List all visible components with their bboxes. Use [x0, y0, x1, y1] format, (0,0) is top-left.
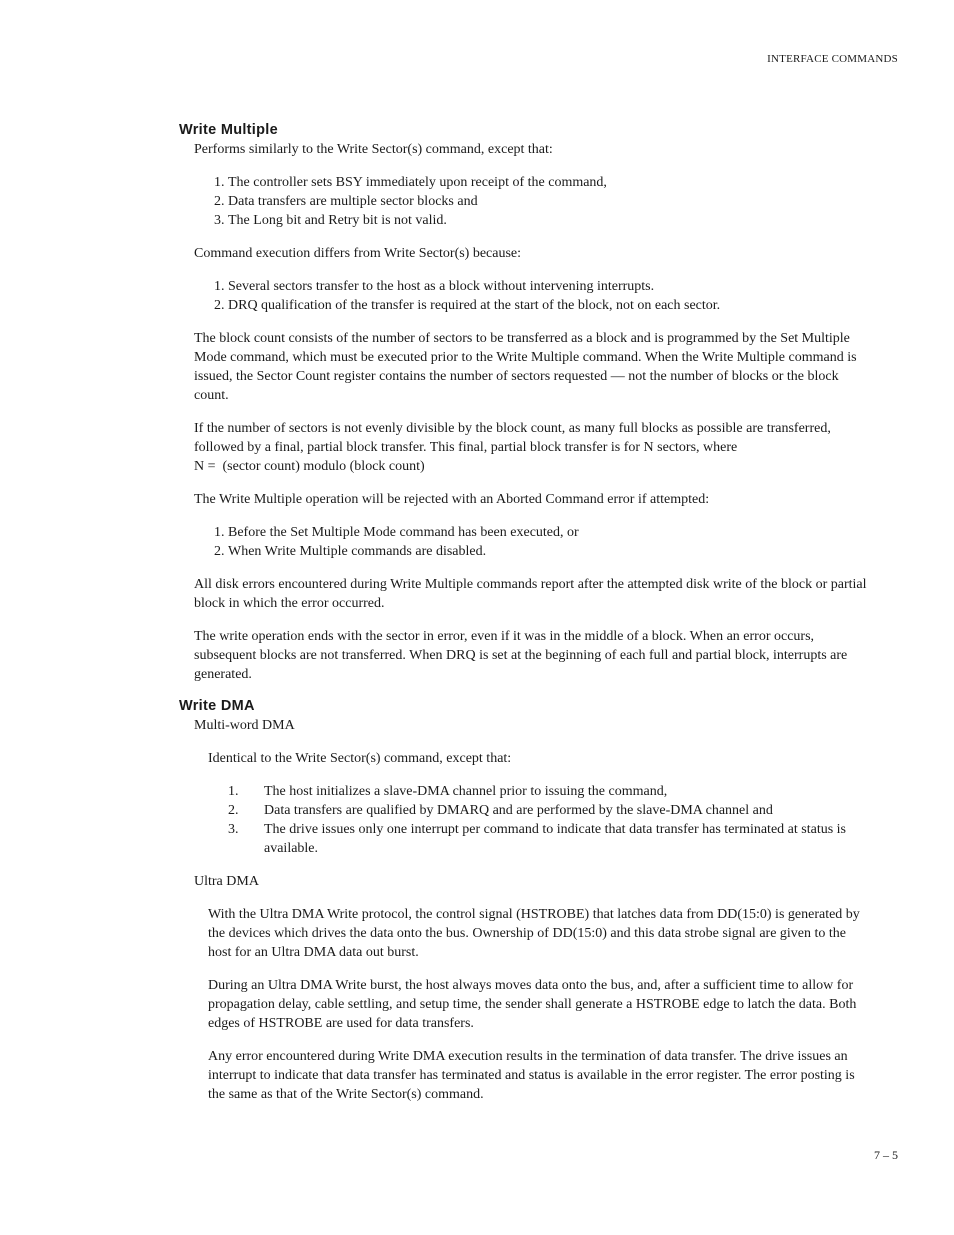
- list-text: The drive issues only one interrupt per command to indicate that data transfer has terminated at status is available.: [264, 822, 846, 856]
- list-item: 2. When Write Multiple commands are disabled.: [228, 542, 871, 561]
- paragraph: The write operation ends with the sector in error, even if it was in the middle of a block. When an error occurs, subsequent blocks are not transferred. When DRQ is set at the beginning of each full and partial block, interrupts are generated.: [194, 629, 848, 682]
- numbered-list: [194, 173, 871, 230]
- list-number: 2.: [228, 803, 239, 818]
- section-title-write-multiple: Write Multiple: [179, 122, 278, 138]
- paragraph: Identical to the Write Sector(s) command, except that:: [208, 751, 512, 766]
- paragraph: Command execution differs from Write Sector(s) because:: [194, 246, 522, 261]
- list-item: 2. Data transfers are multiple sector blocks and: [228, 192, 871, 211]
- numbered-list: [194, 277, 871, 315]
- list-number: 3.: [228, 822, 239, 837]
- running-header: INTERFACE COMMANDS: [767, 53, 898, 65]
- write-multiple-body: [194, 140, 871, 684]
- numbered-list: [228, 782, 871, 858]
- paragraph: With the Ultra DMA Write protocol, the control signal (HSTROBE) that latches data from DD(15:0) is generated by the devices which drives the data onto the bus. Ownership of DD(15:0) and this data strobe signal are given to the host for an Ultra DMA data out burst.: [208, 907, 860, 960]
- formula-text: N = (sector count) modulo (block count): [194, 459, 425, 474]
- page-number: 7 – 5: [874, 1148, 898, 1162]
- paragraph: The block count consists of the number of sectors to be transferred as a block and is programmed by the Set Multiple Mode command, which must be executed prior to the Write Multiple command. When the Write Multiple command is issued, the Sector Count register contains the number of sectors requested — not the number of blocks or the block count.: [194, 331, 857, 403]
- subheading-multiword-dma: Multi-word DMA: [194, 718, 295, 733]
- list-item: 2. DRQ qualification of the transfer is required at the start of the block, not on each sector.: [228, 296, 871, 315]
- paragraph: Any error encountered during Write DMA execution results in the termination of data transfer. The drive issues an interrupt to indicate that data transfer has terminated and status is available in the error register. The error posting is the same as that of the Write Sector(s) command.: [208, 1049, 855, 1102]
- list-item: [228, 820, 871, 858]
- list-item: [228, 782, 871, 801]
- list-text: Data transfers are qualified by DMARQ and are performed by the slave-DMA channel and: [264, 803, 773, 818]
- numbered-list: [194, 523, 871, 561]
- list-item: [228, 801, 871, 820]
- list-item: 3. The Long bit and Retry bit is not valid.: [228, 211, 871, 230]
- subheading-ultra-dma: Ultra DMA: [194, 874, 259, 889]
- ultra-dma-body: [208, 905, 871, 1104]
- list-text: The host initializes a slave-DMA channel prior to issuing the command,: [264, 784, 668, 799]
- paragraph: During an Ultra DMA Write burst, the host always moves data onto the bus, and, after a sufficient time to allow for propagation delay, cable settling, and setup time, the sender shall generate a HSTROBE edge to latch the data. Both edges of HSTROBE are used for data transfers.: [208, 978, 857, 1031]
- list-number: 1.: [228, 784, 239, 799]
- list-item: 1. Several sectors transfer to the host as a block without intervening interrupts.: [228, 277, 871, 296]
- paragraph: [194, 419, 871, 476]
- paragraph: All disk errors encountered during Write Multiple commands report after the attempted disk write of the block or partial block in which the error occurred.: [194, 577, 867, 611]
- write-dma-body: [194, 716, 871, 1104]
- list-item: 1. Before the Set Multiple Mode command has been executed, or: [228, 523, 871, 542]
- paragraph-text: If the number of sectors is not evenly divisible by the block count, as many full blocks as possible are transferred, followed by a final, partial block transfer. This final, partial block transfer is for N sectors, where: [194, 421, 831, 455]
- paragraph: Performs similarly to the Write Sector(s) command, except that:: [194, 142, 553, 157]
- multiword-dma-body: [208, 749, 871, 858]
- paragraph: The Write Multiple operation will be rejected with an Aborted Command error if attempted:: [194, 492, 710, 507]
- list-item: 1. The controller sets BSY immediately upon receipt of the command,: [228, 173, 871, 192]
- page-content: [179, 122, 871, 1118]
- section-title-write-dma: Write DMA: [179, 698, 255, 714]
